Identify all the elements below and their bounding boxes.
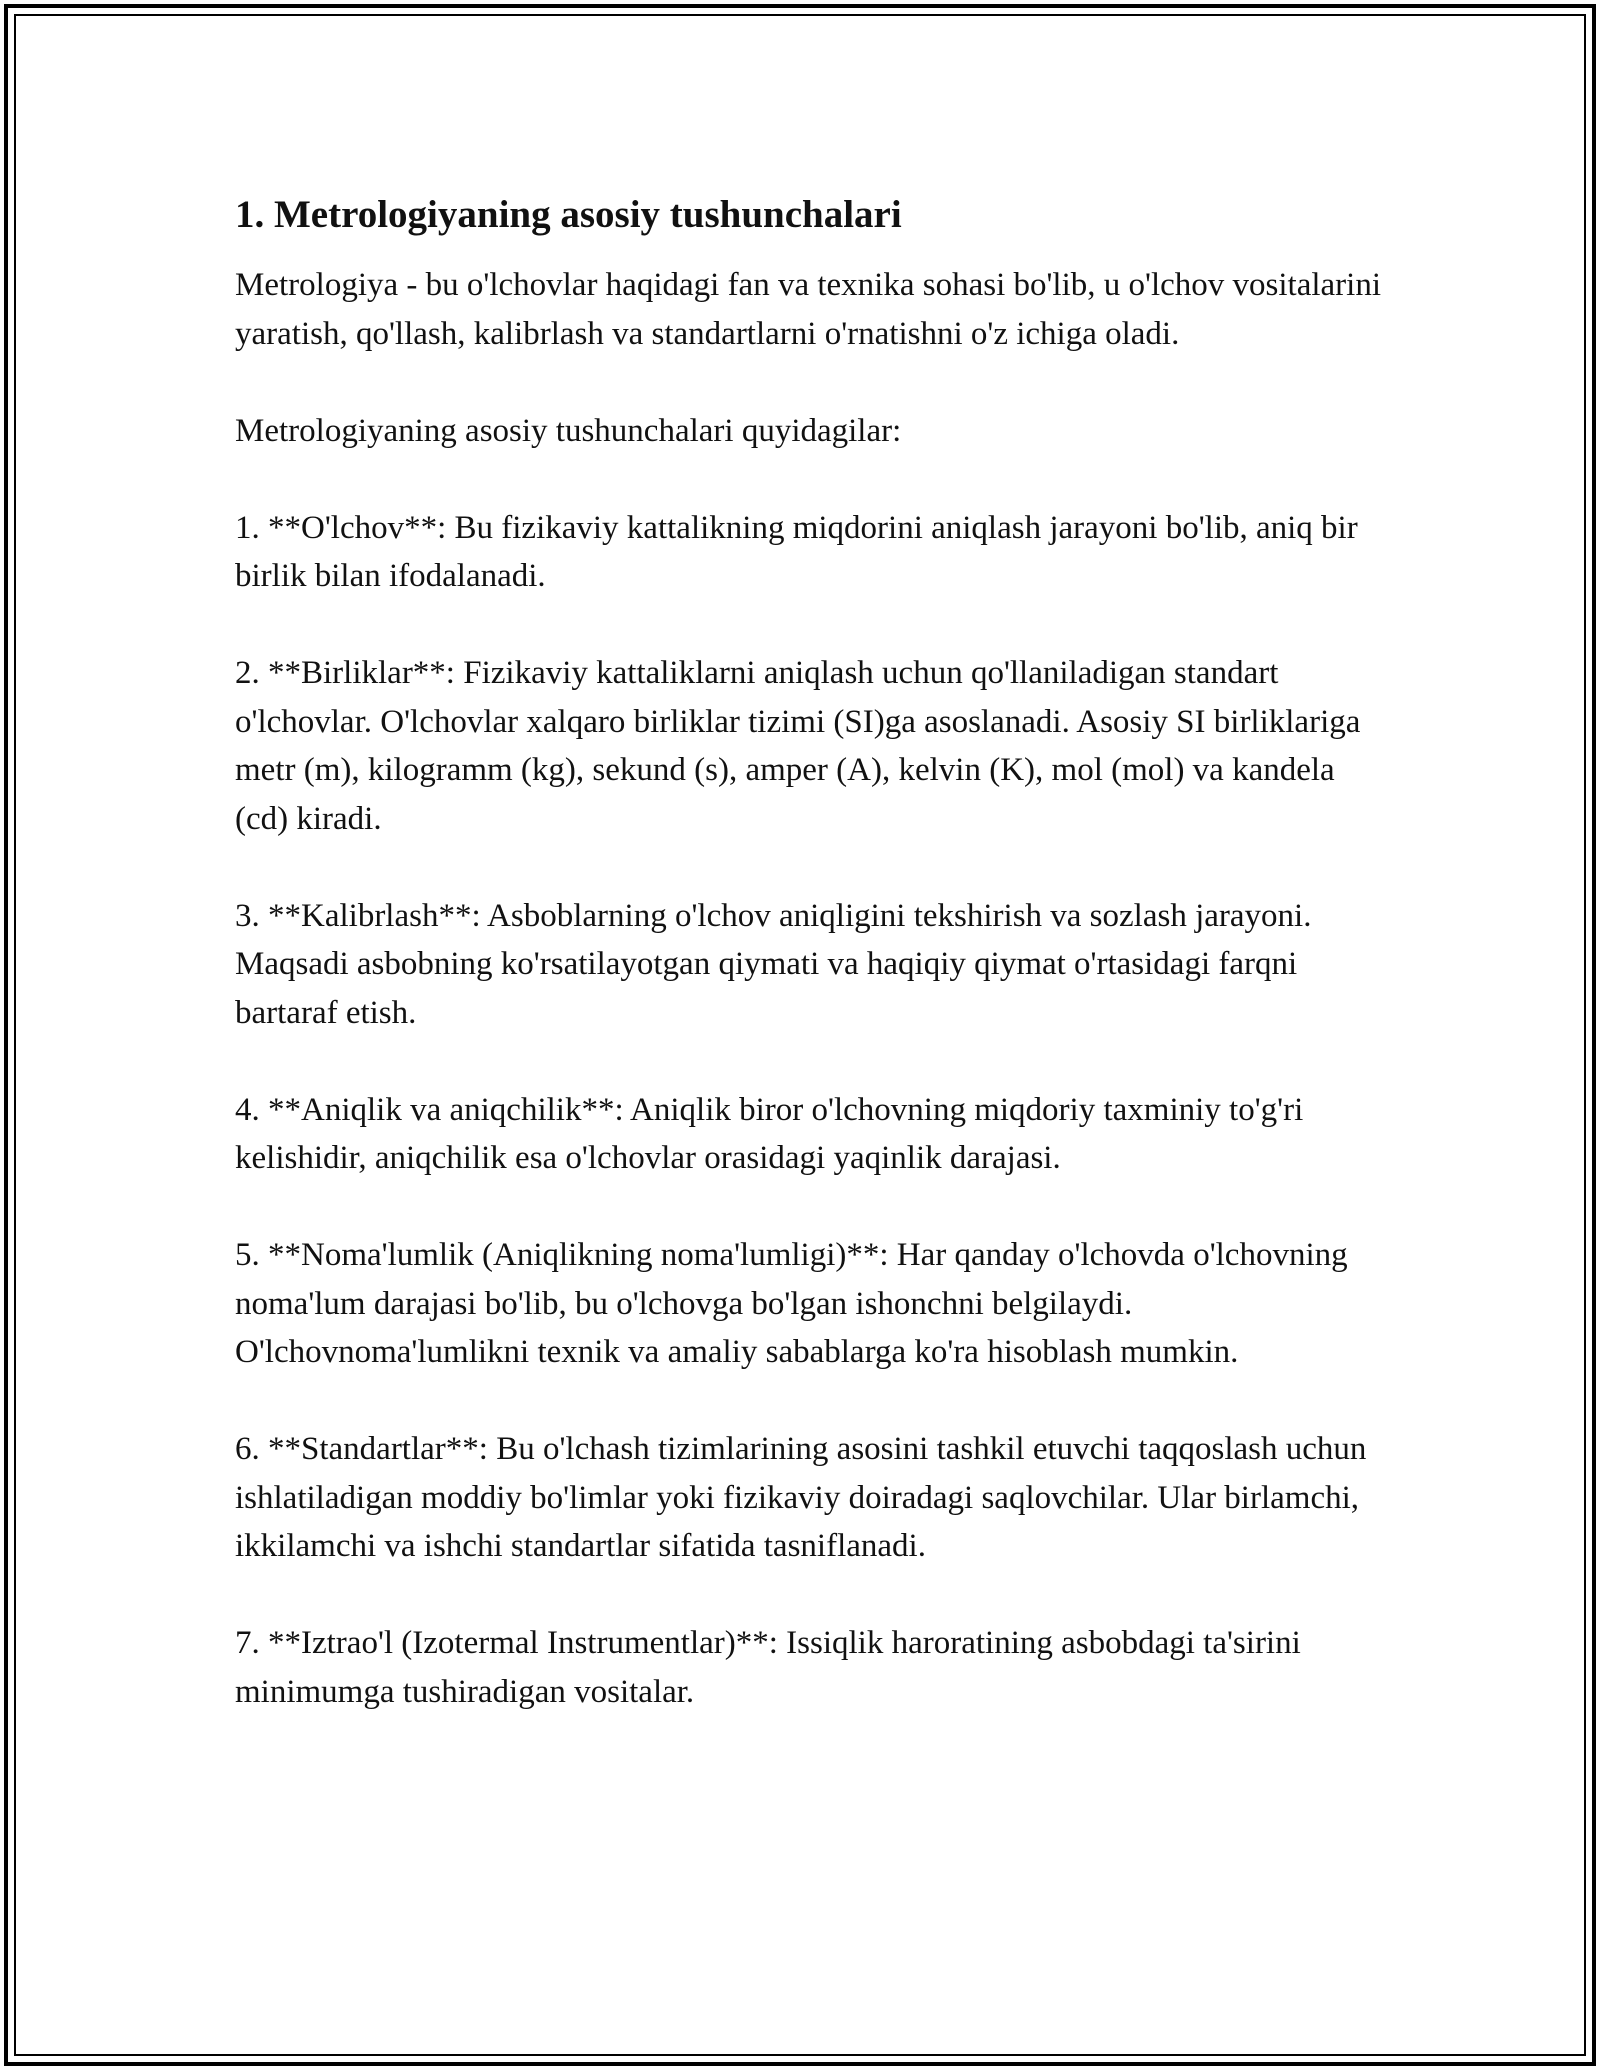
list-item-nomalumlik: 5. **Noma'lumlik (Aniqlikning noma'lumligi)**: Har qanday o'lchovda o'lchovning noma'lum darajasi bo'lib, bu o'lchovga bo'lgan ishonchni belgilaydi. O'lchovnoma'lumlikni texnik va amaliy sabablarga ko'ra hisoblash mumkin.: [235, 1237, 1348, 1370]
list-item-aniqlik: 4. **Aniqlik va aniqchilik**: Aniqlik biror o'lchovning miqdoriy taxminiy to'g'ri kelishidir, aniqchilik esa o'lchovlar orasidagi yaqinlik darajasi.: [235, 1091, 1304, 1176]
list-item-kalibrlash: 3. **Kalibrlash**: Asboblarning o'lchov aniqligini tekshirish va sozlash jarayoni. Maqsadi asbobning ko'rsatilayotgan qiymati va haqiqiy qiymat o'rtasidagi farqni bartaraf etish.: [235, 897, 1312, 1031]
list-item-olchov: 1. **O'lchov**: Bu fizikaviy kattalikning miqdorini aniqlash jarayoni bo'lib, aniq bir birlik bilan ifodalanadi.: [235, 509, 1358, 594]
list-intro: Metrologiyaning asosiy tushunchalari quyidagilar:: [235, 412, 902, 449]
list-item-iztraol: 7. **Iztrao'l (Izotermal Instrumentlar)**: Issiqlik haroratining asbobdagi ta'sirini minimumga tushiradigan vositalar.: [235, 1625, 1301, 1710]
list-item-standartlar: 6. **Standartlar**: Bu o'lchash tizimlarining asosini tashkil etuvchi taqqoslash uchun ishlatiladigan moddiy bo'limlar yoki fizikaviy doiradagi saqlovchilar. Ular birlamchi, ikkilamchi va ishchi standartlar sifatida tasniflanadi.: [235, 1431, 1367, 1564]
document-body: [235, 190, 1395, 1765]
document-title: 1. Metrologiyaning asosiy tushunchalari: [235, 193, 902, 236]
intro-paragraph: Metrologiya - bu o'lchovlar haqidagi fan va texnika sohasi bo'lib, u o'lchov vositalarini yaratish, qo'llash, kalibrlash va standartlarni o'rnatishni o'z ichiga oladi.: [235, 267, 1381, 352]
list-item-birliklar: 2. **Birliklar**: Fizikaviy kattaliklarni aniqlash uchun qo'llaniladigan standart o'lchovlar. O'lchovlar xalqaro birliklar tizimi (SI)ga asoslanadi. Asosiy SI birliklariga metr (m), kilogramm (kg), sekund (s), amper (A), kelvin (K), mol (mol) va kandela (cd) kiradi.: [235, 655, 1361, 837]
